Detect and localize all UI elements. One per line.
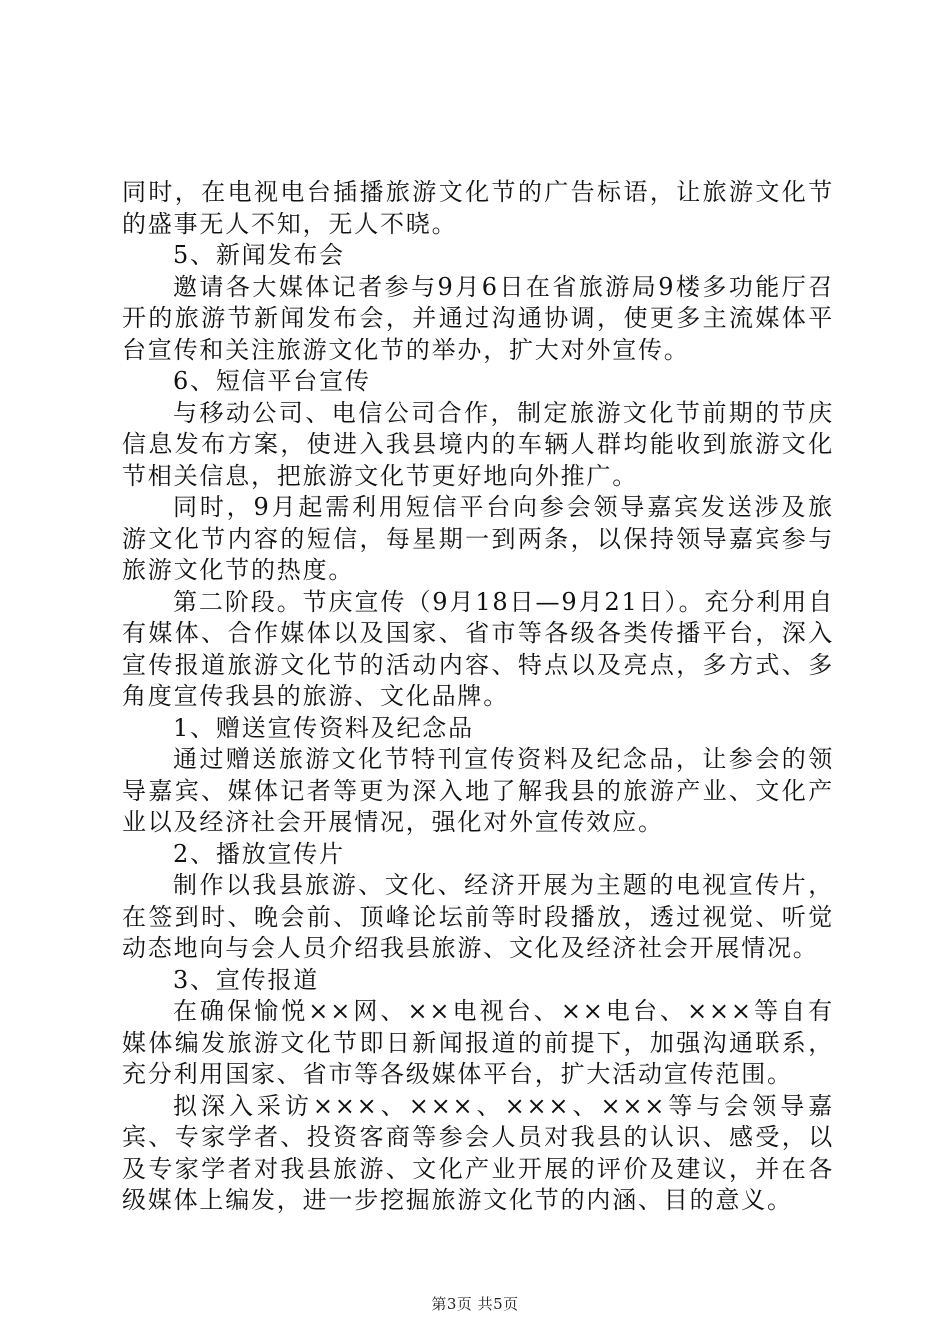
paragraph: 同时，9月起需利用短信平台向参会领导嘉宾发送涉及旅游文化节内容的短信，每星期一到两条，以保持领导嘉宾参与旅游文化节的热度。 bbox=[122, 493, 834, 584]
paragraph: 与移动公司、电信公司合作，制定旅游文化节前期的节庆信息发布方案，使进入我县境内的车辆人群均能收到旅游文化节相关信息，把旅游文化节更好地向外推广。 bbox=[122, 398, 834, 490]
section-heading-press-conference: 5、新闻发布会 bbox=[173, 241, 345, 269]
section-heading-reports: 3、宣传报道 bbox=[173, 965, 320, 994]
section-heading-promo-video: 2、播放宣传片 bbox=[173, 839, 345, 868]
section-heading-sms-platform: 6、短信平台宣传 bbox=[173, 367, 371, 395]
section-heading-gifts: 1、赠送宣传资料及纪念品 bbox=[173, 713, 474, 742]
paragraph: 制作以我县旅游、文化、经济开展为主题的电视宣传片，在签到时、晚会前、顶峰论坛前等时段播放，透过视觉、听觉动态地向与会人员介绍我县旅游、文化及经济社会开展情况。 bbox=[122, 871, 834, 962]
paragraph: 邀请各大媒体记者参与9月6日在省旅游局9楼多功能厅召开的旅游节新闻发布会，并通过沟通协调，使更多主流媒体平台宣传和关注旅游文化节的举办，扩大对外宣传。 bbox=[122, 272, 834, 364]
document-body bbox=[122, 177, 834, 1217]
paragraph: 在确保愉悦××网、××电视台、××电台、×××等自有媒体编发旅游文化节即日新闻报道的前提下，加强沟通联系，充分利用国家、省市等各级媒体平台，扩大活动宣传范围。 bbox=[122, 997, 834, 1088]
paragraph: 通过赠送旅游文化节特刊宣传资料及纪念品，让参会的领导嘉宾、媒体记者等更为深入地了解我县的旅游产业、文化产业以及经济社会开展情况，强化对外宣传效应。 bbox=[122, 745, 834, 836]
page-number-footer: 第3页 共5页 bbox=[431, 1295, 519, 1313]
paragraph-stage-two: 第二阶段。节庆宣传（9月18日—9月21日）。充分利用自有媒体、合作媒体以及国家、省市等各级各类传播平台，深入宣传报道旅游文化节的活动内容、特点以及亮点，多方式、多角度宣传我县的旅游、文化品牌。 bbox=[122, 587, 834, 710]
paragraph: 拟深入采访×××、×××、×××、×××等与会领导嘉宾、专家学者、投资客商等参会人员对我县的认识、感受，以及专家学者对我县旅游、文化产业开展的评价及建议，并在各级媒体上编发，进一步挖掘旅游文化节的内涵、目的意义。 bbox=[122, 1091, 834, 1214]
paragraph-continuation: 同时，在电视电台插播旅游文化节的广告标语，让旅游文化节的盛事无人不知，无人不晓。 bbox=[122, 178, 834, 238]
